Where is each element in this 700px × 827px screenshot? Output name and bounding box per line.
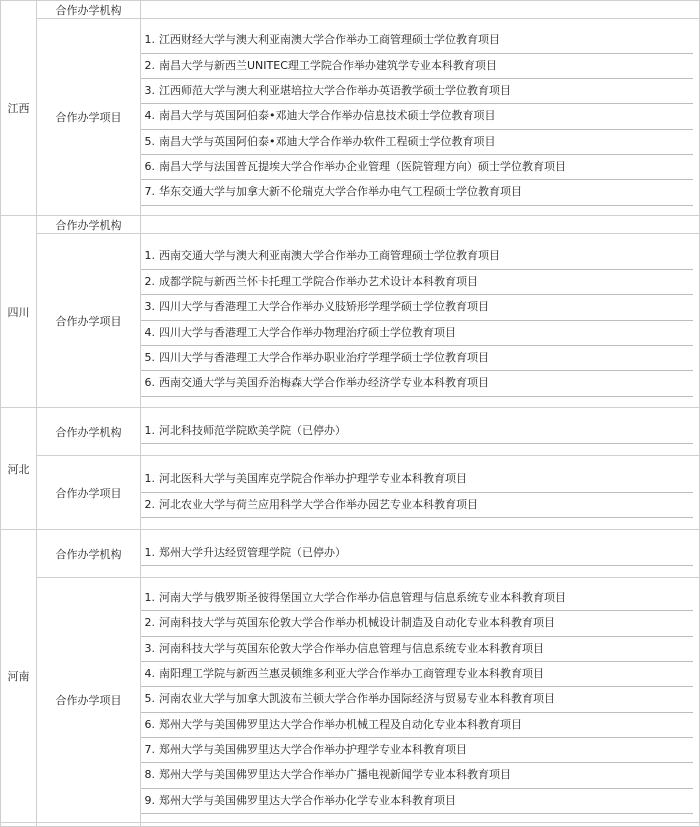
list-item-text: 河北科技师范学院欧美学院（已停办） xyxy=(159,423,346,437)
project-list xyxy=(141,28,699,206)
list-item: 3. 四川大学与香港理工大学合作举办义肢矫形学理学硕士学位教育项目 xyxy=(141,295,693,320)
project-list xyxy=(141,244,699,396)
project-list xyxy=(141,467,699,518)
list-item: 1. 河北医科大学与美国库克学院合作举办护理学专业本科教育项目 xyxy=(141,467,693,492)
list-item-text: 河北农业大学与荷兰应用科学大学合作举办园艺专业本科教育项目 xyxy=(159,497,478,511)
list-item-text: 南昌大学与法国普瓦提埃大学合作举办企业管理（医院管理方向）硕士学位教育项目 xyxy=(159,160,566,174)
items-cell xyxy=(141,456,700,530)
list-item-text: 成都学院与新西兰怀卡托理工学院合作举办艺术设计本科教育项目 xyxy=(159,274,478,288)
list-item: 4. 南昌大学与英国阿伯泰•邓迪大学合作举办信息技术硕士学位教育项目 xyxy=(141,104,693,129)
province-cell: 江西 xyxy=(1,1,37,216)
items-cell xyxy=(141,408,700,456)
items-cell xyxy=(141,578,700,823)
list-item-text: 河南科技大学与英国东伦敦大学合作举办信息管理与信息系统专业本科教育项目 xyxy=(159,641,544,655)
list-item-text: 郑州大学与美国佛罗里达大学合作举办机械工程及自动化专业本科教育项目 xyxy=(159,717,522,731)
project-list xyxy=(141,586,699,815)
list-item: 3. 河南科技大学与英国东伦敦大学合作举办信息管理与信息系统专业本科教育项目 xyxy=(141,637,693,662)
table-row xyxy=(1,530,700,578)
list-item-text: 河北医科大学与美国库克学院合作举办护理学专业本科教育项目 xyxy=(159,472,467,486)
list-item-text: 四川大学与香港理工大学合作举办职业治疗学理学硕士学位教育项目 xyxy=(159,350,489,364)
list-item: 1. 郑州大学升达经贸管理学院（已停办） xyxy=(141,541,693,566)
list-item-text: 郑州大学与美国佛罗里达大学合作举办广播电视新闻学专业本科教育项目 xyxy=(159,768,511,782)
list-item-text: 郑州大学与美国佛罗里达大学合作举办护理学专业本科教育项目 xyxy=(159,743,467,757)
table-row xyxy=(1,578,700,823)
list-item-text: 郑州大学升达经贸管理学院（已停办） xyxy=(159,545,346,559)
items-cell xyxy=(141,19,700,216)
list-item-text: 西南交通大学与美国乔治梅森大学合作举办经济学专业本科教育项目 xyxy=(159,376,489,390)
institution-list xyxy=(141,419,699,444)
province-cell: 四川 xyxy=(1,216,37,408)
category-cell: 合作办学项目 xyxy=(37,456,141,530)
list-item: 1. 西南交通大学与澳大利亚南澳大学合作举办工商管理硕士学位教育项目 xyxy=(141,244,693,269)
category-cell: 合作办学项目 xyxy=(37,19,141,216)
items-cell xyxy=(141,1,700,19)
list-item: 9. 郑州大学与美国佛罗里达大学合作举办化学专业本科教育项目 xyxy=(141,789,693,814)
list-item: 2. 河北农业大学与荷兰应用科学大学合作举办园艺专业本科教育项目 xyxy=(141,493,693,518)
items-cell xyxy=(141,530,700,578)
list-item: 1. 江西财经大学与澳大利亚南澳大学合作举办工商管理硕士学位教育项目 xyxy=(141,28,693,53)
category-cell: 合作办学项目 xyxy=(37,578,141,823)
list-item: 4. 南阳理工学院与新西兰惠灵顿维多利亚大学合作举办工商管理专业本科教育项目 xyxy=(141,662,693,687)
list-item: 2. 成都学院与新西兰怀卡托理工学院合作举办艺术设计本科教育项目 xyxy=(141,270,693,295)
items-cell xyxy=(141,216,700,234)
list-item-text: 江西财经大学与澳大利亚南澳大学合作举办工商管理硕士学位教育项目 xyxy=(159,33,500,47)
category-cell: 合作办学机构 xyxy=(37,530,141,578)
table-row xyxy=(1,234,700,408)
list-item-text: 河南大学与俄罗斯圣彼得堡国立大学合作举办信息管理与信息系统专业本科教育项目 xyxy=(159,590,566,604)
list-item-text: 西南交通大学与澳大利亚南澳大学合作举办工商管理硕士学位教育项目 xyxy=(159,249,500,263)
list-item-text: 江西师范大学与澳大利亚堪培拉大学合作举办英语教学硕士学位教育项目 xyxy=(159,83,511,97)
table-row xyxy=(1,19,700,216)
list-item-text: 郑州大学与美国佛罗里达大学合作举办化学专业本科教育项目 xyxy=(159,793,456,807)
list-item-text: 南阳理工学院与新西兰惠灵顿维多利亚大学合作举办工商管理专业本科教育项目 xyxy=(159,666,544,680)
list-item: 1. 河南大学与俄罗斯圣彼得堡国立大学合作举办信息管理与信息系统专业本科教育项目 xyxy=(141,586,693,611)
items-cell xyxy=(141,234,700,408)
table-row xyxy=(1,456,700,530)
list-item: 8. 郑州大学与美国佛罗里达大学合作举办广播电视新闻学专业本科教育项目 xyxy=(141,763,693,788)
list-item-text: 南昌大学与新西兰UNITEC理工学院合作举办建筑学专业本科教育项目 xyxy=(159,58,497,72)
category-cell: 合作办学机构 xyxy=(37,408,141,456)
list-item: 6. 南昌大学与法国普瓦提埃大学合作举办企业管理（医院管理方向）硕士学位教育项目 xyxy=(141,155,693,180)
list-item-text: 四川大学与香港理工大学合作举办物理治疗硕士学位教育项目 xyxy=(159,325,456,339)
list-item: 3. 江西师范大学与澳大利亚堪培拉大学合作举办英语教学硕士学位教育项目 xyxy=(141,79,693,104)
table-row xyxy=(1,216,700,234)
list-item-text: 南昌大学与英国阿伯泰•邓迪大学合作举办软件工程硕士学位教育项目 xyxy=(159,134,496,148)
list-item: 6. 西南交通大学与美国乔治梅森大学合作举办经济学专业本科教育项目 xyxy=(141,371,693,396)
list-item: 2. 河南科技大学与英国东伦敦大学合作举办机械设计制造及自动化专业本科教育项目 xyxy=(141,611,693,636)
list-item: 2. 南昌大学与新西兰UNITEC理工学院合作举办建筑学专业本科教育项目 xyxy=(141,54,693,79)
list-item-text: 四川大学与香港理工大学合作举办义肢矫形学理学硕士学位教育项目 xyxy=(159,300,489,314)
list-item: 5. 四川大学与香港理工大学合作举办职业治疗学理学硕士学位教育项目 xyxy=(141,346,693,371)
list-item: 4. 四川大学与香港理工大学合作举办物理治疗硕士学位教育项目 xyxy=(141,321,693,346)
list-item-text: 华东交通大学与加拿大新不伦瑞克大学合作举办电气工程硕士学位教育项目 xyxy=(159,185,522,199)
institution-list xyxy=(141,541,699,566)
province-cell: 河南 xyxy=(1,530,37,823)
list-item-text: 河南科技大学与英国东伦敦大学合作举办机械设计制造及自动化专业本科教育项目 xyxy=(159,616,555,630)
category-cell: 合作办学机构 xyxy=(37,216,141,234)
list-item: 5. 南昌大学与英国阿伯泰•邓迪大学合作举办软件工程硕士学位教育项目 xyxy=(141,130,693,155)
list-item: 6. 郑州大学与美国佛罗里达大学合作举办机械工程及自动化专业本科教育项目 xyxy=(141,713,693,738)
list-item: 5. 河南农业大学与加拿大凯波布兰顿大学合作举办国际经济与贸易专业本科教育项目 xyxy=(141,687,693,712)
province-cell: 河北 xyxy=(1,408,37,530)
category-cell: 合作办学项目 xyxy=(37,234,141,408)
category-cell: 合作办学机构 xyxy=(37,1,141,19)
list-item-text: 河南农业大学与加拿大凯波布兰顿大学合作举办国际经济与贸易专业本科教育项目 xyxy=(159,692,555,706)
table-row xyxy=(1,408,700,456)
table-row xyxy=(1,1,700,19)
list-item: 7. 郑州大学与美国佛罗里达大学合作举办护理学专业本科教育项目 xyxy=(141,738,693,763)
list-item: 1. 河北科技师范学院欧美学院（已停办） xyxy=(141,419,693,444)
list-item-text: 南昌大学与英国阿伯泰•邓迪大学合作举办信息技术硕士学位教育项目 xyxy=(159,109,496,123)
list-item: 7. 华东交通大学与加拿大新不伦瑞克大学合作举办电气工程硕士学位教育项目 xyxy=(141,180,693,205)
